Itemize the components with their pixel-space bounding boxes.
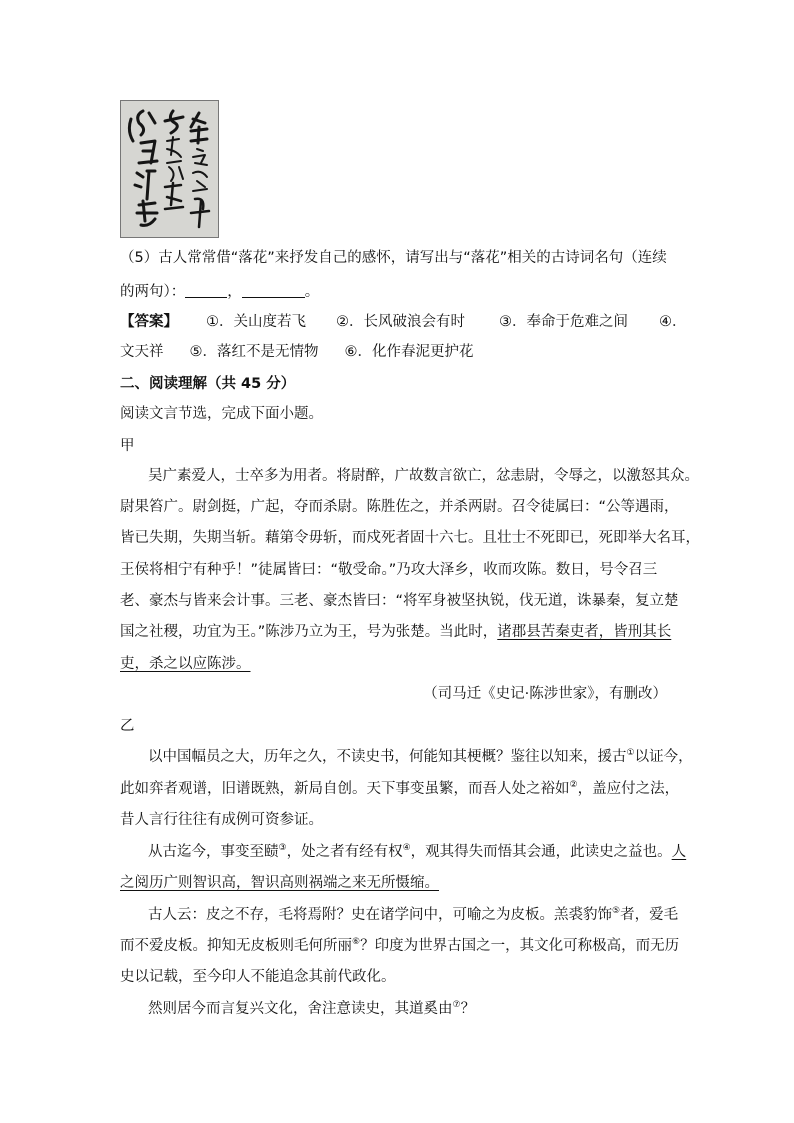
question-5-line2: [120, 282, 319, 302]
text: 以证今，: [634, 749, 693, 765]
text: 以中国幅员之大，历年之久，不读史书，何能知其梗概？鉴往以知来，援古: [148, 749, 627, 765]
question-5-prefix: 的两句）：: [120, 284, 186, 300]
note-marker: ④: [402, 843, 411, 853]
text: 从古迄今，事变至赜: [148, 844, 279, 860]
note-marker: ①: [626, 748, 635, 758]
passage-a-line: 吴广素爱人，士卒多为用者。将尉醉，广故数言欲亡，忿恚尉，令辱之，以激怒其众。: [148, 468, 699, 484]
passage-a-line: 尉果笞广。尉剑挺，广起，夺而杀尉。陈胜佐之，并杀两尉。召令徒属曰：“公等遇雨，: [120, 499, 679, 515]
answer-item-6: ⑥．化作春泥更护花: [344, 344, 474, 360]
answer-item-5: ⑤．落红不是无情物: [189, 344, 319, 360]
answer-item-1: ①．关山度若飞: [206, 314, 306, 330]
answer-item-3: ③．奉命于危难之间: [499, 314, 628, 330]
question-5-line1: （5）古人常常借“落花”来抒发自己的感怀，请写出与“落花”相关的古诗词名句（连续: [120, 250, 667, 266]
answer-item-4-text: 文天祥: [120, 344, 164, 360]
answer-line1: [120, 312, 687, 332]
text: 此如弈者观谱，旧谱既熟，新局自创。天下事变虽繁，而吾人处之裕如: [120, 781, 570, 797]
passage-b-p4-line1: [148, 999, 475, 1019]
text: 古人云：皮之不存，毛将焉附？史在诸学问中，可喻之为皮板。羔裘豹饰: [148, 907, 612, 923]
note-marker: ⑥: [352, 937, 361, 947]
note-marker: ②: [569, 780, 578, 790]
passage-b-p2-line1: [148, 842, 686, 862]
note-marker: ⑤: [612, 906, 621, 916]
answer-item-4-marker: ④．: [659, 314, 687, 330]
note-marker: ⑦: [452, 1000, 461, 1010]
underlined-sentence: 人: [671, 844, 687, 860]
passage-a-source: （司马迁《史记·陈涉世家》，有删改）: [423, 686, 667, 702]
passage-b-p1-line2: [120, 779, 679, 799]
text: ，盖应付之法，: [577, 781, 680, 797]
passage-b-p3-line3: 史以记载，至今印人不能追念其前代政化。: [120, 969, 396, 985]
underlined-sentence-cont: 吏，杀之以应陈涉。: [120, 656, 251, 672]
underlined-sentence-cont: 之阅历广则智识高，智识高则祸端之来无所慑缩。: [120, 875, 439, 891]
section-2-instruction: 阅读文言节选，完成下面小题。: [120, 406, 323, 422]
text: ，观其得失而悟其会通，此读史之益也。: [410, 844, 672, 860]
text: ，处之者有经有权: [286, 844, 403, 860]
passage-a-line-6: [120, 622, 671, 642]
underlined-sentence: 诸郡县苦秦吏者，皆刑其长: [497, 624, 672, 640]
question-5-separator: ，: [227, 284, 242, 300]
calligraphy-image: [120, 100, 219, 238]
calligraphy-strokes: [121, 101, 218, 237]
passage-b-p1-line1: [148, 747, 693, 767]
text: 然则居今而言复兴文化，舍注意读史，其道奚由: [148, 1001, 453, 1017]
passage-a-text: 国之社稷，功宜为王。”陈涉乃立为王，号为张楚。当此时，: [120, 624, 498, 640]
note-marker: ③: [278, 843, 287, 853]
passage-a-line: 王侯将相宁有种乎！”徒属皆曰：“敬受命。”乃攻大泽乡，收而攻陈。数日，号令召三: [120, 562, 658, 578]
answer-blank-1[interactable]: [185, 283, 227, 298]
question-5-end: 。: [304, 284, 320, 300]
passage-b-p3-line2: [120, 936, 679, 956]
answer-label: 【答案】: [120, 314, 178, 330]
passage-b-label: 乙: [120, 718, 135, 734]
text: ？: [460, 1001, 476, 1017]
passage-b-p3-line1: [148, 905, 678, 925]
text: 而不爱皮板。抑知无皮板则毛何所丽: [120, 938, 352, 954]
passage-b-p1-line3: 昔人言行往往有成例可资参证。: [120, 812, 323, 828]
section-2-title: 二、阅读理解（共 45 分）: [120, 376, 296, 392]
passage-a-line: 皆已失期，失期当斩。藉第令毋斩，而戍死者固十六七。且壮士不死即已，死即举大名耳，: [120, 530, 700, 546]
passage-a-line: 老、豪杰与皆来会计事。三老、豪杰皆曰：“将军身被坚执锐，伐无道，诛暴秦，复立楚: [120, 593, 679, 609]
answer-line2: [120, 342, 474, 362]
text: 者，爱毛: [620, 907, 679, 923]
passage-a-label: 甲: [120, 438, 135, 454]
answer-item-2: ②．长风破浪会有时: [336, 314, 465, 330]
text: ？印度为世界古国之一，其文化可称极高，而无历: [360, 938, 680, 954]
answer-blank-2[interactable]: [242, 283, 305, 298]
